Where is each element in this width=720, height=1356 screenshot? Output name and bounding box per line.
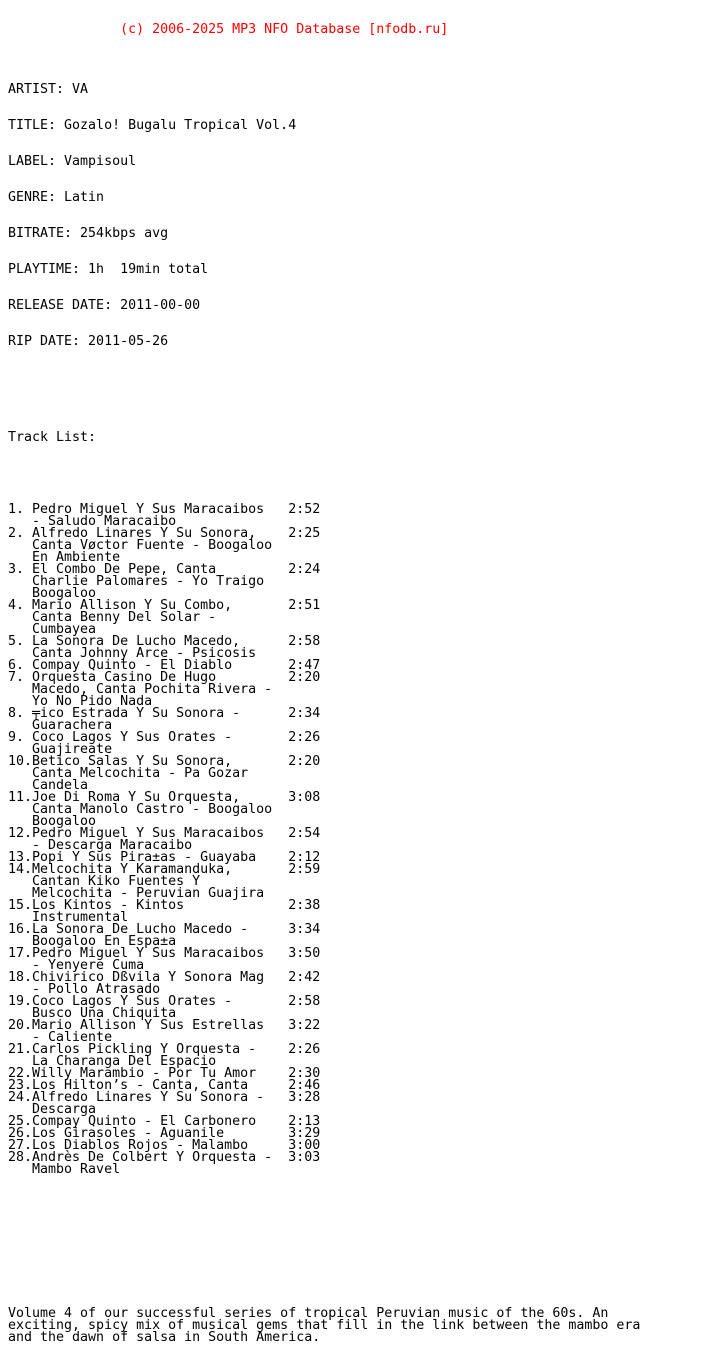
track-list-line: 6. Compay Quinto - El Diablo 2:47 — [8, 658, 321, 673]
track-list-line: Cantan Kiko Fuentes Y — [8, 874, 201, 889]
track-list-line: 7. Orquesta Casino De Hugo 2:20 — [8, 670, 321, 685]
track-list-line: Charlie Palomares - Yo Traigo — [8, 574, 265, 589]
nfo-document — [8, 0, 640, 1356]
track-list-line: 9. Coco Lagos Y Sus Orates - 2:26 — [8, 730, 321, 745]
release-description — [8, 1308, 640, 1344]
track-list-line: Candela — [8, 778, 89, 793]
release-header — [8, 60, 640, 372]
track-list-line: 4. Mario Allison Y Su Combo, 2:51 — [8, 598, 321, 613]
track-list-line: Yo No Pido Nada — [8, 694, 153, 709]
rip-date-line: RIP DATE: 2011-05-26 — [8, 334, 169, 349]
track-list-line: 5. La Sonora De Lucho Macedo, 2:58 — [8, 634, 321, 649]
track-list-line: 20.Mario Allison Y Sus Estrellas 3:22 — [8, 1018, 321, 1033]
track-list-line: - Descarga Maracaibo — [8, 838, 193, 853]
track-list-line: Macedo, Canta Pochita Rivera - — [8, 682, 273, 697]
description-line: exciting, spicy mix of musical gems that fill in the link between the mambo era — [8, 1318, 641, 1333]
blank-line — [8, 1200, 640, 1212]
track-list-line: Guarachera — [8, 718, 113, 733]
title-line: TITLE: Gozalo! Bugalu Tropical Vol.4 — [8, 118, 297, 133]
track-list-line: Guajireate — [8, 742, 113, 757]
blank-line — [8, 396, 640, 408]
track-list-line: 23.Los Hilton’s - Canta, Canta 2:46 — [8, 1078, 321, 1093]
track-list-line: 2. Alfredo Linares Y Su Sonora, 2:25 — [8, 526, 321, 541]
copyright-credit: (c) 2006-2025 MP3 NFO Database [nfodb.ru] — [8, 22, 449, 37]
track-list-line: La Charanga Del Espacio — [8, 1054, 217, 1069]
track-list-line: 21.Carlos Pickling Y Orquesta - 2:26 — [8, 1042, 321, 1057]
track-list-line: 19.Coco Lagos Y Sus Orates - 2:58 — [8, 994, 321, 1009]
track-list-line: Mambo Ravel — [8, 1162, 121, 1177]
blank-line — [8, 1272, 640, 1284]
track-list-line: Instrumental — [8, 910, 129, 925]
track-list-line: 25.Compay Quinto - El Carbonero 2:13 — [8, 1114, 321, 1129]
track-list-line: Busco Una Chiquita — [8, 1006, 177, 1021]
tracklist-heading: Track List: — [8, 430, 97, 445]
description-line: and the dawn of salsa in South America. — [8, 1330, 321, 1345]
track-list-line: - Pollo Atrasado — [8, 982, 161, 997]
track-list-line: En Ambiente — [8, 550, 121, 565]
track-list — [8, 504, 640, 1176]
bitrate-line: BITRATE: 254kbps avg — [8, 226, 169, 241]
track-list-line: 27.Los Diablos Rojos - Malambo 3:00 — [8, 1138, 321, 1153]
track-list-line: Boogaloo En Espa±a — [8, 934, 177, 949]
track-list-line: 1. Pedro Miguel Y Sus Maracaibos 2:52 — [8, 502, 321, 517]
track-list-line: 22.Willy Marambio - Por Tu Amor 2:30 — [8, 1066, 321, 1081]
track-list-line: 26.Los Girasoles - Aguanile 3:29 — [8, 1126, 321, 1141]
track-list-line: 15.Los Kintos - Kintos 2:38 — [8, 898, 321, 913]
blank-line — [8, 1236, 640, 1248]
track-list-line: 11.Joe Di Roma Y Su Orquesta, 3:08 — [8, 790, 321, 805]
track-list-line: Melcochita - Peruvian Guajira — [8, 886, 265, 901]
track-list-line: Canta Melcochita - Pa Gozar — [8, 766, 249, 781]
track-list-line: 24.Alfredo Linares Y Su Sonora - 3:28 — [8, 1090, 321, 1105]
track-list-line: 17.Pedro Miguel Y Sus Maracaibos 3:50 — [8, 946, 321, 961]
track-list-line: Boogaloo — [8, 814, 97, 829]
track-list-line: 16.La Sonora De Lucho Macedo - 3:34 — [8, 922, 321, 937]
label-line: LABEL: Vampisoul — [8, 154, 137, 169]
genre-line: GENRE: Latin — [8, 190, 105, 205]
artist-line: ARTIST: VA — [8, 82, 89, 97]
description-line: Volume 4 of our successful series of tropical Peruvian music of the 60s. An — [8, 1306, 609, 1321]
track-list-line: Cumbayea — [8, 622, 97, 637]
track-list-line: 13.Popi Y Sus Pira±as - Guayaba 2:12 — [8, 850, 321, 865]
track-list-line: - Caliente — [8, 1030, 113, 1045]
track-list-line: 8. ╤ico Estrada Y Su Sonora - 2:34 — [8, 706, 321, 721]
track-list-line: - Yenyere Cuma — [8, 958, 145, 973]
track-list-line: 10.Betico Salas Y Su Sonora, 2:20 — [8, 754, 321, 769]
track-list-line: Canta Manolo Castro - Boogaloo — [8, 802, 273, 817]
track-list-line: - Saludo Maracaibo — [8, 514, 177, 529]
track-list-line: 12.Pedro Miguel Y Sus Maracaibos 2:54 — [8, 826, 321, 841]
blank-line — [8, 468, 640, 480]
track-list-line: Canta Benny Del Solar - — [8, 610, 217, 625]
track-list-line: 3. El Combo De Pepe, Canta 2:24 — [8, 562, 321, 577]
playtime-line: PLAYTIME: 1h 19min total — [8, 262, 209, 277]
track-list-line: 18.Chivirico Dßvila Y Sonora Mag 2:42 — [8, 970, 321, 985]
release-date-line: RELEASE DATE: 2011-00-00 — [8, 298, 201, 313]
track-list-line: 14.Melcochita Y Karamanduka, 2:59 — [8, 862, 321, 877]
track-list-line: Descarga — [8, 1102, 97, 1117]
track-list-line: Canta Vøctor Fuente - Boogaloo — [8, 538, 273, 553]
track-list-line: Canta Johnny Arce - Psicosis — [8, 646, 257, 661]
track-list-line: Boogaloo — [8, 586, 97, 601]
track-list-line: 28.Andrès De Colbert Y Orquesta - 3:03 — [8, 1150, 321, 1165]
